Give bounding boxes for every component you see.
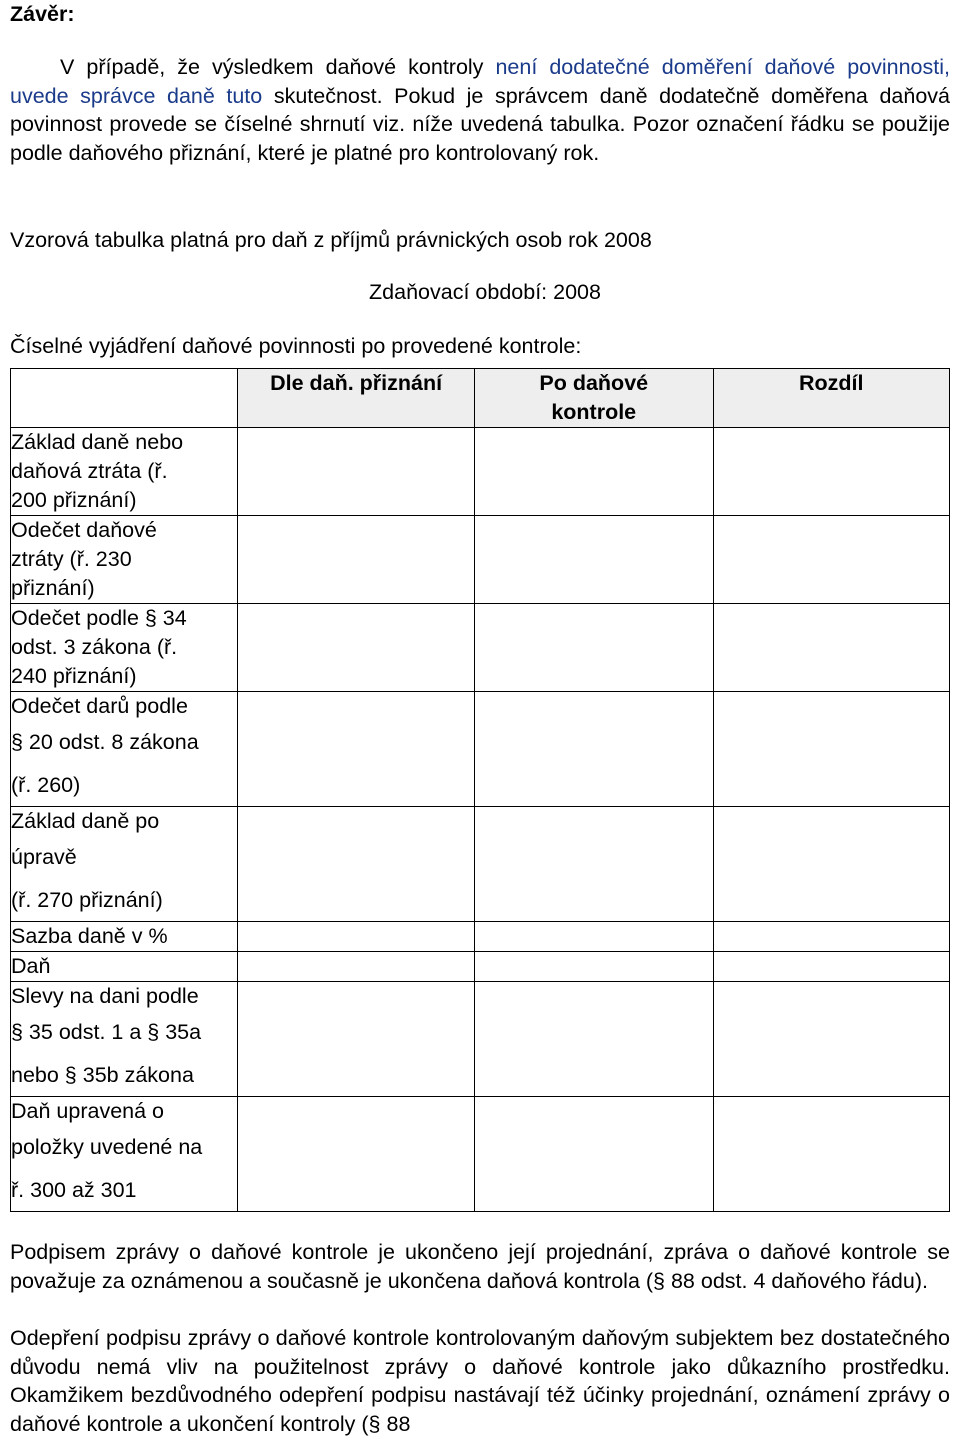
row-label-line: Odečet daňové [11, 518, 157, 542]
row-label [11, 428, 238, 516]
intro-text-2: není dodatečné doměření daňové povinnosti, uvede správce daně tuto [10, 55, 950, 108]
row-label-line: (ř. 260) [11, 772, 81, 797]
table-row [11, 604, 950, 692]
table-row [11, 807, 950, 922]
footer-paragraph-signature: Podpisem zprávy o daňové kontrole je ukončeno její projednání, zpráva o daňové kontrole se považuje za oznámenou a současně je ukončena daňová kontrola (§ 88 odst. 4 daňového řádu). [10, 1240, 950, 1293]
numeric-summary-title: Číselné vyjádření daňové povinnosti po provedené kontrole: [10, 334, 582, 358]
value-cell[interactable] [238, 982, 475, 1097]
row-label-line: (ř. 270 přiznání) [11, 887, 163, 912]
row-label-line: Základ daně po [11, 809, 160, 833]
value-cell[interactable] [713, 516, 950, 604]
footer-paragraph-refusal: Odepření podpisu zprávy o daňové kontrole kontrolovaným daňovým subjektem bez dostatečného důvodu nemá vliv na použitelnost zprávy o daňové kontrole jako důkazního prostředku. Okamžikem bezdůvodného odepření podpisu nastávají též účinky projednání, oznámení zprávy o daňové kontrole a ukončení kontroly (§ 88 [10, 1326, 950, 1436]
value-cell[interactable] [238, 692, 475, 807]
row-label-line: nebo § 35b zákona [11, 1062, 194, 1087]
row-label-line: přiznání) [11, 576, 95, 600]
value-cell[interactable] [475, 922, 714, 952]
row-label-line: Daň upravená o [11, 1099, 164, 1123]
value-cell[interactable] [713, 604, 950, 692]
header-difference: Rozdíl [713, 369, 950, 428]
value-cell[interactable] [475, 1097, 714, 1212]
row-label-line: úpravě [11, 845, 77, 869]
row-label-line: 200 přiznání) [11, 488, 137, 512]
table-row [11, 982, 950, 1097]
row-label [11, 604, 238, 692]
row-label [11, 807, 238, 922]
table-row [11, 692, 950, 807]
tax-period: Zdaňovací období: 2008 [369, 280, 601, 304]
row-label [11, 982, 238, 1097]
value-cell[interactable] [238, 922, 475, 952]
value-cell[interactable] [475, 982, 714, 1097]
table-row [11, 1097, 950, 1212]
row-label-line: daňová ztráta (ř. [11, 459, 168, 483]
row-label-line: ř. 300 až 301 [11, 1177, 137, 1202]
header-after-audit: Po daňové kontrole [475, 369, 714, 428]
row-label [11, 692, 238, 807]
value-cell[interactable] [238, 516, 475, 604]
value-cell[interactable] [713, 952, 950, 982]
conclusion-heading: Závěr: [10, 2, 75, 26]
intro-text-1: V případě, že výsledkem daňové kontroly [60, 55, 484, 79]
value-cell[interactable] [475, 516, 714, 604]
value-cell[interactable] [238, 428, 475, 516]
row-label-line: Sazba daně v % [11, 924, 168, 948]
row-label-line: Základ daně nebo [11, 430, 184, 454]
value-cell[interactable] [238, 952, 475, 982]
value-cell[interactable] [475, 807, 714, 922]
value-cell[interactable] [713, 922, 950, 952]
value-cell[interactable] [475, 604, 714, 692]
header-empty [11, 369, 238, 428]
row-label-line: § 20 odst. 8 zákona [11, 730, 199, 754]
row-label-line: Odečet podle § 34 [11, 606, 187, 630]
value-cell[interactable] [713, 1097, 950, 1212]
table-row [11, 516, 950, 604]
value-cell[interactable] [475, 692, 714, 807]
row-label [11, 516, 238, 604]
row-label-line: § 35 odst. 1 a § 35a [11, 1020, 202, 1044]
row-label [11, 952, 238, 982]
value-cell[interactable] [713, 982, 950, 1097]
row-label [11, 922, 238, 952]
value-cell[interactable] [713, 428, 950, 516]
table-row [11, 952, 950, 982]
value-cell[interactable] [238, 807, 475, 922]
row-label-line: odst. 3 zákona (ř. [11, 635, 178, 659]
row-label-line: Slevy na dani podle [11, 984, 199, 1008]
row-label [11, 1097, 238, 1212]
table-header-row [11, 369, 950, 428]
value-cell[interactable] [475, 428, 714, 516]
row-label-line: Odečet darů podle [11, 694, 188, 718]
table-row [11, 922, 950, 952]
row-label-line: ztráty (ř. 230 [11, 547, 132, 571]
tax-summary-table [10, 368, 950, 1212]
intro-paragraph [10, 53, 950, 167]
row-label-line: položky uvedené na [11, 1135, 203, 1159]
value-cell[interactable] [713, 807, 950, 922]
row-label-line: Daň [11, 954, 51, 978]
value-cell[interactable] [475, 952, 714, 982]
sample-table-caption: Vzorová tabulka platná pro daň z příjmů právnických osob rok 2008 [10, 228, 652, 252]
table-row [11, 428, 950, 516]
value-cell[interactable] [238, 604, 475, 692]
value-cell[interactable] [713, 692, 950, 807]
intro-text-3: skutečnost. Pokud je správcem daně dodatečně doměřena daňová povinnost provede se číselné shrnutí viz. níže uvedená tabulka. Pozor označení řádku se použije podle daňového přiznání, které je platné pro kontrolovaný rok. [10, 83, 950, 165]
value-cell[interactable] [238, 1097, 475, 1212]
row-label-line: 240 přiznání) [11, 664, 137, 688]
header-per-return: Dle daň. přiznání [238, 369, 475, 428]
